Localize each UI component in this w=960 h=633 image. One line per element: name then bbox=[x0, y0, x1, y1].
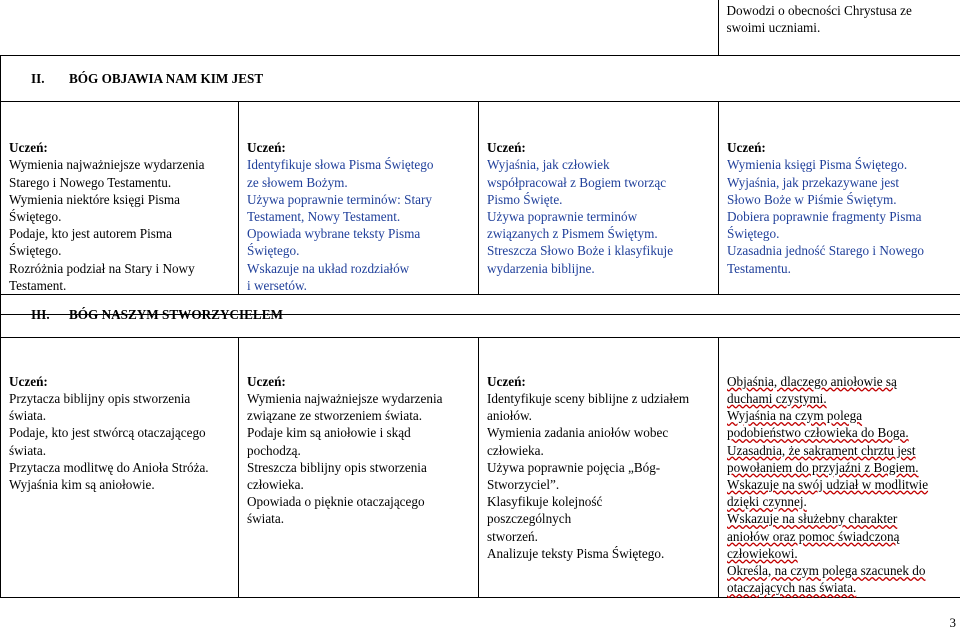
section-iii-col-3 bbox=[479, 337, 719, 597]
section-iii-col-2-text: Wymienia najważniejsze wydarzenia związane ze stworzeniem świata. Podaje kim są aniołowie i skąd pochodzą. Streszcza biblijny opis stworzenia człowieka. Opowiada o pięknie otaczającego świata. bbox=[247, 390, 443, 527]
section-iii-col-1 bbox=[1, 337, 239, 597]
top-empty-cell bbox=[0, 0, 718, 56]
section-ii-col-4 bbox=[719, 102, 960, 295]
section-ii-col-1-heading: Uczeń: bbox=[9, 140, 48, 156]
section-iii-col-3-text: Identyfikuje sceny biblijne z udziałem aniołów. Wymienia zadania aniołów wobec człowieka. Używa poprawnie pojęcia „Bóg- Stworzyciel”. Klasyfikuje kolejność poszczególnych stworzeń. Analizuje teksty Pisma Świętego. bbox=[487, 390, 690, 561]
section-iii-col-1-heading: Uczeń: bbox=[9, 373, 48, 389]
section-ii-col-2 bbox=[239, 102, 479, 295]
section-ii-col-3-text: Wyjaśnia, jak człowiek współpracował z Bogiem tworząc Pismo Święte. Używa poprawnie terminów związanych z Pismem Świętym. Streszcza Słowo Boże i klasyfikuje wydarzenia biblijne. bbox=[487, 157, 674, 276]
top-fragment-text: Dowodzi o obecności Chrystusa ze swoimi uczniami. bbox=[726, 3, 912, 36]
top-fragment-table bbox=[0, 0, 960, 56]
section-ii-col-1 bbox=[1, 102, 239, 295]
section-ii-col-4-text: Wymienia księgi Pisma Świętego. Wyjaśnia, jak przekazywane jest Słowo Boże w Piśmie Świętym. Dobiera poprawnie fragmenty Pisma Świętego. Uzasadnia jedność Starego i Nowego Testamentu. bbox=[727, 157, 925, 276]
section-iii-table bbox=[0, 293, 960, 598]
top-fragment-cell bbox=[718, 0, 960, 56]
section-ii-col-2-text: Identyfikuje słowa Pisma Świętego ze słowem Bożym. Używa poprawnie terminów: Stary Testament, Nowy Testament. Opowiada wybrane teksty Pisma Świętego. Wskazuje na układ rozdziałów i wersetów. bbox=[247, 157, 434, 293]
section-ii-table bbox=[0, 55, 960, 315]
section-ii-col-3 bbox=[479, 102, 719, 295]
section-iii-title: BÓG NASZYM STWORZYCIELEM bbox=[69, 307, 283, 323]
section-iii-col-2 bbox=[239, 337, 479, 597]
section-iii-col-2-heading: Uczeń: bbox=[247, 373, 286, 389]
section-ii-col-4-heading: Uczeń: bbox=[727, 140, 766, 156]
section-iii-header bbox=[1, 293, 960, 337]
section-iii-col-4-text: Objaśnia, dlaczego aniołowie są duchami czystymi. Wyjaśnia na czym polega podobieństwo człowieka do Boga. Uzasadnia, że sakrament chrztu jest powołaniem do przyjaźni z Bogiem. Wskazuje na swój udział w modlitwie dzięki czynnej. Wskazuje na służebny charakter aniołów oraz pomoc świadczoną człowiekowi. Określa, na czym polega szacunek do otaczających nas świata. bbox=[727, 373, 929, 596]
section-ii-number: II. bbox=[31, 71, 45, 86]
section-iii-col-4 bbox=[719, 337, 960, 597]
section-iii-number: III. bbox=[31, 307, 50, 323]
page-number: 3 bbox=[949, 615, 956, 630]
section-iii-col-1-text: Przytacza biblijny opis stworzenia świata. Podaje, kto jest stwórcą otaczającego świata. Przytacza modlitwę do Anioła Stróża. Wyjaśnia kim są aniołowie. bbox=[9, 390, 209, 492]
section-ii-header bbox=[1, 56, 960, 102]
section-iii-col-3-heading: Uczeń: bbox=[487, 373, 526, 389]
section-ii-col-3-heading: Uczeń: bbox=[487, 140, 526, 156]
section-ii-heading bbox=[1, 70, 960, 87]
section-ii-col-2-heading: Uczeń: bbox=[247, 140, 286, 156]
section-ii-col-1-text: Wymienia najważniejsze wydarzenia Starego i Nowego Testamentu. Wymienia niektóre księgi Pisma Świętego. Podaje, kto jest autorem Pisma Świętego. Rozróżnia podział na Stary i Nowy Testament. bbox=[9, 157, 205, 293]
section-ii-title: BÓG OBJAWIA NAM KIM JEST bbox=[69, 71, 264, 86]
section-iii-heading bbox=[1, 306, 960, 323]
